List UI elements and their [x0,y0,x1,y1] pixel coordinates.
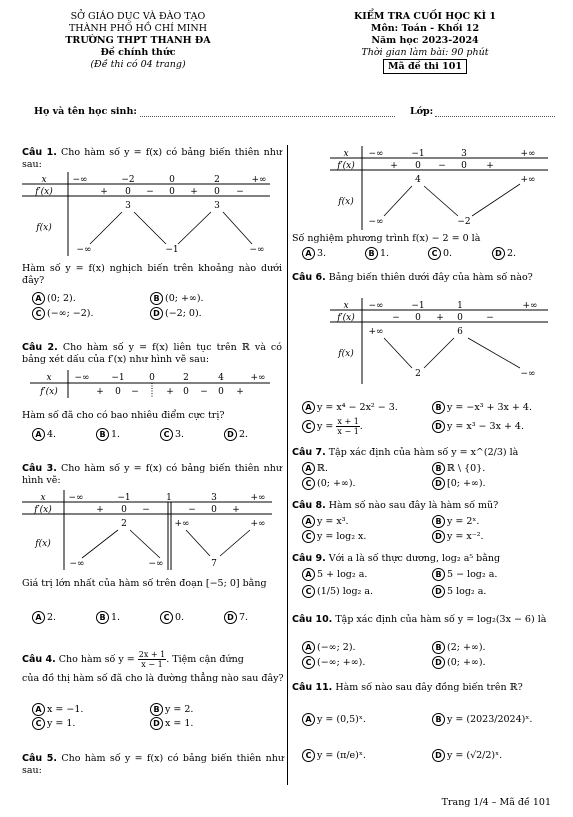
svg-text:+∞: +∞ [250,373,266,383]
q11-option-c[interactable]: C y = (π/e)ˣ. [302,749,366,762]
svg-text:+∞: +∞ [368,327,384,337]
t1-f-head: f(x) [36,223,52,233]
q6-label: Câu 6. [292,272,326,283]
svg-text:0: 0 [218,387,224,397]
class-field[interactable] [435,116,555,117]
q7-label: Câu 7. [292,447,326,458]
q3-stem [22,463,282,487]
svg-text:0: 0 [415,161,421,171]
t1-x4: 2 [214,175,220,185]
svg-text:+: + [390,161,398,171]
q11-stem [292,682,552,694]
q3-label: Câu 3. [22,463,57,474]
q10-option-c[interactable]: C (−∞; +∞). [302,656,365,669]
q4-option-b[interactable]: B y = 2. [150,703,193,716]
svg-text:f(x): f(x) [338,349,354,359]
q3-option-a[interactable]: A 2. [32,611,56,624]
q9-label: Câu 9. [292,553,326,564]
t1-x3: 0 [169,175,175,185]
svg-text:−1: −1 [411,149,425,159]
dept-name: SỞ GIÁO DỤC VÀ ĐÀO TẠO [70,11,206,22]
page-footer: Trang 1/4 – Mã đề 101 [441,797,551,808]
svg-text:−: − [392,313,400,323]
q1-stem [22,147,282,171]
q2-stem [22,342,282,366]
q3-text: Cho hàm số y = f(x) có bảng biến thiên như hình vẽ: [22,463,282,486]
svg-text:2: 2 [121,519,127,529]
svg-text:f′(x): f′(x) [337,161,355,171]
q2-option-d[interactable]: D 2. [224,428,248,441]
svg-text:+∞: +∞ [250,519,266,529]
school-name: TRƯỜNG THPT THANH ĐA [65,35,211,46]
city-name: THÀNH PHỐ HỒ CHÍ MINH [68,23,208,34]
q9-stem [292,553,552,565]
q5-stem [22,753,284,777]
q1-text: Cho hàm số y = f(x) có bảng biến thiên như sau: [22,147,282,170]
svg-text:−: − [188,505,196,515]
q10-stem [292,614,554,626]
svg-text:f′(x): f′(x) [337,313,355,323]
q5-question: Số nghiệm phương trình f(x) − 2 = 0 là [292,233,481,244]
svg-text:−∞: −∞ [368,149,384,159]
q10-label: Câu 10. [292,614,333,625]
q7-option-b[interactable]: B ℝ \ {0}. [432,462,485,475]
svg-text:f′(x): f′(x) [34,505,52,515]
svg-text:−∞: −∞ [68,493,84,503]
q11-option-b[interactable]: B y = (2023/2024)ˣ. [432,713,532,726]
q4-option-c[interactable]: C y = 1. [32,717,75,730]
svg-text:−∞: −∞ [148,559,164,569]
q1-option-d[interactable]: D (−2; 0). [150,307,202,320]
q2-label: Câu 2. [22,342,58,353]
svg-text:1: 1 [166,493,172,503]
q10-option-b[interactable]: B (2; +∞). [432,641,486,654]
q4-option-a[interactable]: A x = −1. [32,703,83,716]
time-limit: Thời gian làm bài: 90 phút [361,47,489,58]
header-left [28,11,248,71]
t1-fp7: − [236,187,244,197]
q2-option-b[interactable]: B 1. [96,428,120,441]
exam-title: KIỂM TRA CUỐI HỌC KÌ 1 [353,11,497,22]
q5-label: Câu 5. [22,753,57,764]
q8-option-c[interactable]: C y = log₂ x. [302,530,366,543]
q2-option-a[interactable]: A 4. [32,428,56,441]
svg-text:+: + [96,387,104,397]
q5-option-b[interactable]: B 1. [365,247,389,260]
q7-text: Tập xác định của hàm số y = x^(2/3) là [328,447,519,458]
svg-text:6: 6 [457,327,463,337]
q7-stem [292,447,552,459]
t1-f-min: −1 [165,245,179,255]
q7-option-a[interactable]: A ℝ. [302,462,328,475]
svg-text:3: 3 [461,149,467,159]
column-divider [287,145,288,785]
q4-option-d[interactable]: D x = 1. [150,717,193,730]
svg-text:1: 1 [457,301,463,311]
svg-text:−2: −2 [457,217,471,227]
svg-text:−∞: −∞ [69,559,85,569]
q1-variation-table [22,172,270,256]
class-label: Lớp: [410,106,434,117]
svg-text:+∞: +∞ [522,301,538,311]
subject: Môn: Toán - Khối 12 [370,23,480,34]
student-name-label: Họ và tên học sinh: [34,106,137,117]
svg-text:f(x): f(x) [338,197,354,207]
q4-text2: của đồ thị hàm số đã cho là đường thẳng nào sau đây? [22,673,284,684]
t1-fp6: 0 [214,187,220,197]
q1-option-b[interactable]: B (0; +∞). [150,292,204,305]
student-name-field[interactable] [140,116,395,117]
q9-option-b[interactable]: B 5 − log₂ a. [432,568,497,581]
q8-text: Hàm số nào sau đây là hàm số mũ? [328,500,499,511]
svg-text:4: 4 [415,175,421,185]
page-count-note: (Đề thi có 04 trang) [90,59,186,70]
svg-text:0: 0 [457,313,463,323]
svg-text:+: + [232,505,240,515]
svg-text:+: + [236,387,244,397]
q9-option-a[interactable]: A 5 + log₂ a. [302,568,367,581]
t1-x1: −∞ [72,175,88,185]
q3-option-d[interactable]: D 7. [224,611,248,624]
q7-option-c[interactable]: C (0; +∞). [302,477,356,490]
t1-f-max2: 3 [214,201,220,211]
svg-text:0: 0 [183,387,189,397]
t1-f-right: −∞ [249,245,265,255]
q8-option-a[interactable]: A y = x³. [302,515,349,528]
exam-code: Mã đề thi 101 [383,59,467,74]
svg-text:f′(x): f′(x) [40,387,58,397]
q4-fraction: $\frac{2x + 1}{x - 1}$ [138,650,166,669]
q6-option-d[interactable]: D y = x³ − 3x + 4. [432,420,524,433]
svg-text:+: + [166,387,174,397]
q11-text: Hàm số nào sau đây đồng biến trên ℝ? [335,682,523,693]
q6-text: Bảng biến thiên dưới đây của hàm số nào? [328,272,533,283]
q8-stem [292,500,552,512]
q8-option-b[interactable]: B y = 2ˣ. [432,515,479,528]
svg-text:4: 4 [218,373,224,383]
svg-text:−∞: −∞ [74,373,90,383]
svg-text:x: x [46,373,52,383]
svg-text:x: x [343,301,349,311]
q10-text: Tập xác định của hàm số y = log₂(3x − 6) là [335,614,547,625]
t1-fp1: + [100,187,108,197]
q5-option-d[interactable]: D 2. [492,247,516,260]
svg-text:−∞: −∞ [368,301,384,311]
q7-option-d[interactable]: D [0; +∞). [432,477,486,490]
q4-stem: Câu 4. Cho hàm số y = $\frac{2x + 1}{x - 1}$ . Tiệm cận đứng [22,650,244,669]
q3-option-c[interactable]: C 0. [160,611,184,624]
q1-question: Hàm số y = f(x) nghịch biến trên khoảng nào dưới đây? [22,263,282,286]
svg-text:−: − [131,387,139,397]
svg-text:+: + [436,313,444,323]
q10-option-a[interactable]: A (−∞; 2). [302,641,356,654]
q1-option-a[interactable]: A (0; 2). [32,292,76,305]
svg-text:+∞: +∞ [174,519,190,529]
q2-option-c[interactable]: C 3. [160,428,184,441]
svg-text:0: 0 [461,161,467,171]
q4-label: Câu 4. [22,654,56,665]
svg-text:−∞: −∞ [520,369,536,379]
q6-option-b[interactable]: B y = −x³ + 3x + 4. [432,401,532,414]
q6-variation-table [330,298,548,384]
q2-sign-table [30,370,270,398]
t1-fp-head: f′(x) [35,187,53,197]
q5-text: Cho hàm số y = f(x) có bảng biến thiên như sau: [22,753,284,776]
header-right [300,11,550,73]
svg-text:0: 0 [149,373,155,383]
svg-text:+∞: +∞ [520,149,536,159]
svg-text:0: 0 [415,313,421,323]
q3-variation-table [22,490,272,570]
svg-text:f(x): f(x) [35,539,51,549]
t1-fp4: 0 [169,187,175,197]
svg-text:−1: −1 [117,493,131,503]
q6-stem [292,272,552,284]
q11-option-d[interactable]: D y = (√2/2)ˣ. [432,749,502,762]
svg-text:2: 2 [183,373,189,383]
q8-option-d[interactable]: D y = x⁻². [432,530,484,543]
svg-text:x: x [40,493,46,503]
q5-variation-table [330,146,548,230]
school-year: Năm học 2023-2024 [371,35,479,46]
t1-f-max1: 3 [125,201,131,211]
svg-text:2: 2 [415,369,421,379]
q8-label: Câu 8. [292,500,326,511]
t1-fp3: − [146,187,154,197]
q9-option-c[interactable]: C (1/5) log₂ a. [302,585,373,598]
t1-f-left: −∞ [76,245,92,255]
t1-fp2: 0 [125,187,131,197]
q3-option-b[interactable]: B 1. [96,611,120,624]
svg-text:−: − [438,161,446,171]
svg-text:+∞: +∞ [520,175,536,185]
svg-text:−: − [486,313,494,323]
q2-text: Cho hàm số y = f(x) liên tục trên ℝ và có bảng xét dấu của f′(x) như hình vẽ sau: [22,342,282,365]
q9-text: Với a là số thực dương, log₂ a⁵ bằng [328,553,501,564]
svg-text:−: − [142,505,150,515]
svg-text:−: − [200,387,208,397]
svg-text:−∞: −∞ [368,217,384,227]
t1-x5: +∞ [251,175,267,185]
svg-text:+∞: +∞ [250,493,266,503]
svg-text:0: 0 [115,387,121,397]
q6-option-c[interactable]: C y = $\frac{x + 1}{x - 1}$ . [302,417,363,436]
t1-x2: −2 [121,175,135,185]
svg-text:3: 3 [211,493,217,503]
q2-question: Hàm số đã cho có bao nhiêu điểm cực trị? [22,410,225,421]
svg-text:−1: −1 [411,301,425,311]
q1-label: Câu 1. [22,147,57,158]
q3-question: Giá trị lớn nhất của hàm số trên đoạn [−5; 0] bằng [22,578,267,589]
q6-option-a[interactable]: A y = x⁴ − 2x² − 3. [302,401,398,414]
svg-text:x: x [343,149,349,159]
svg-text:0: 0 [211,505,217,515]
q5-option-a[interactable]: A 3. [302,247,326,260]
svg-text:+: + [96,505,104,515]
t1-fp5: + [190,187,198,197]
q10-option-d[interactable]: D (0; +∞). [432,656,486,669]
q11-option-a[interactable]: A y = (0,5)ˣ. [302,713,366,726]
official-label: Đề chính thức [100,47,176,58]
q1-option-c[interactable]: C (−∞; −2). [32,307,94,320]
svg-text:7: 7 [211,559,217,569]
svg-text:−1: −1 [111,373,125,383]
svg-text:+: + [486,161,494,171]
q11-label: Câu 11. [292,682,333,693]
q9-option-d[interactable]: D 5 log₂ a. [432,585,486,598]
t1-x-head: x [41,175,47,185]
svg-text:0: 0 [121,505,127,515]
q5-option-c[interactable]: C 0. [428,247,452,260]
